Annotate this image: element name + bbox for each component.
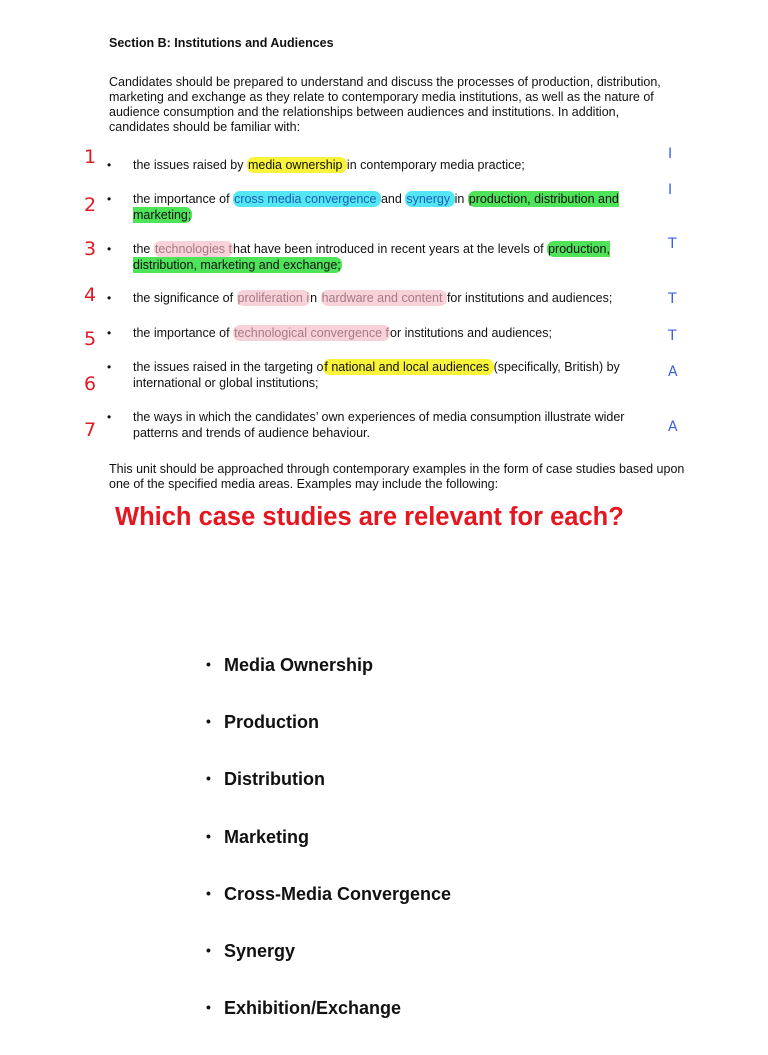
topic-item [206,827,451,884]
bullet-icon: • [206,656,211,672]
bullet-icon: • [107,326,112,340]
criterion-text [133,158,649,174]
question-heading: Which case studies are relevant for each? [115,503,624,531]
criterion-text-segment: the ways in which the candidates’ own experiences of media consumption illustrate wider patterns and trends of audience behaviour. [133,410,625,440]
bullet-icon: • [206,770,211,787]
highlight-yellow: f national and local audiences [324,360,493,374]
topic-list [206,655,451,1055]
criterion-item [109,158,649,174]
criterion-letter: I [668,146,673,162]
criterion-text-segment: in contemporary media practice; [346,158,525,172]
criterion-text-segment: the importance of [133,326,234,340]
criterion-item [109,360,649,391]
criterion-text-segment: in [454,192,468,206]
highlight-cyan: cross media convergence [234,192,380,206]
criterion-letter: A [668,364,678,380]
highlight-green: production, distribution, marketing and exchange; [133,242,610,272]
criterion-text-segment: the issues raised by [133,158,247,172]
criterion-text-segment: the [133,242,154,256]
highlight-pink: proliferation i [237,291,310,305]
criterion-text [133,326,649,342]
criterion-text-segment: the issues raised in the targeting o [133,360,324,374]
highlight-pink: technological convergence f [234,326,390,340]
bullet-icon: • [107,158,112,172]
topic-label: Marketing [224,826,310,847]
criterion-text [133,410,649,441]
criterion-item [109,410,649,441]
bullet-icon: • [107,360,112,374]
criterion-number: 1 [84,146,97,168]
topic-label: Production [224,712,319,733]
criterion-number: 5 [84,328,97,350]
criterion-letter: T [668,328,677,344]
criterion-letter: A [668,419,678,435]
topic-item [206,769,451,826]
bullet-icon: • [206,884,211,901]
highlight-green: production, distribution and marketing; [133,192,619,222]
criterion-text-segment: the importance of [133,192,234,206]
topic-label: Media Ownership [224,655,374,675]
criterion-number: 7 [84,419,97,441]
topic-label: Exhibition/Exchange [224,998,402,1019]
criterion-number: 2 [84,194,97,216]
topic-label: Distribution [224,769,325,790]
section-heading: Section B: Institutions and Audiences [109,36,334,50]
bullet-icon: • [206,713,211,730]
criterion-item [109,192,649,223]
highlight-yellow: media ownership [247,158,346,172]
criterion-text [133,360,649,391]
outro-paragraph: This unit should be approached through contemporary examples in the form of case studies based upon one of the specified media areas. Examples may include the following: [109,462,685,491]
criterion-item [109,326,649,342]
bullet-icon: • [107,242,112,256]
criterion-text-segment: and [380,192,406,206]
highlight-cyan: synergy [406,192,454,206]
criterion-text [133,291,649,307]
highlight-pink: technologies t [154,242,232,256]
intro-paragraph: Candidates should be prepared to understand and discuss the processes of production, distribution, marketing and exchange as they relate to contemporary media institutions, as well as the nature of audience consumption and the relationships between audiences and institutions. In addition, candidates should be familiar with: [109,75,661,134]
criterion-letter: T [668,236,677,252]
criterion-text [133,242,649,273]
topic-item [206,941,451,998]
topic-item [206,998,451,1055]
criterion-letter: I [668,182,673,198]
criterion-text-segment: hat have been introduced in recent years at the levels of [233,242,548,256]
bullet-icon: • [206,999,211,1016]
criterion-item [109,291,649,307]
criterion-item [109,242,649,273]
criterion-text-segment: or institutions and audiences; [390,326,552,340]
topic-label: Cross-Media Convergence [224,883,452,904]
criterion-number: 6 [84,373,97,395]
criterion-text-segment: the significance of [133,291,237,305]
bullet-icon: • [107,192,112,206]
highlight-pink: hardware and content [321,291,446,305]
bullet-icon: • [107,410,112,424]
criterion-text-segment: for institutions and audiences; [446,291,613,305]
criterion-text-segment: n [310,291,321,305]
topic-item [206,884,451,941]
bullet-icon: • [206,827,211,844]
bullet-icon: • [206,941,211,958]
criterion-text-segment: (specifically, British) by international or global institutions; [133,360,620,390]
bullet-icon: • [107,291,112,305]
criterion-number: 3 [84,238,97,260]
criterion-text [133,192,649,223]
topic-item [206,712,451,769]
criterion-number: 4 [84,284,97,306]
criterion-letter: T [668,291,677,307]
topic-item [206,655,451,712]
topic-label: Synergy [224,940,296,961]
